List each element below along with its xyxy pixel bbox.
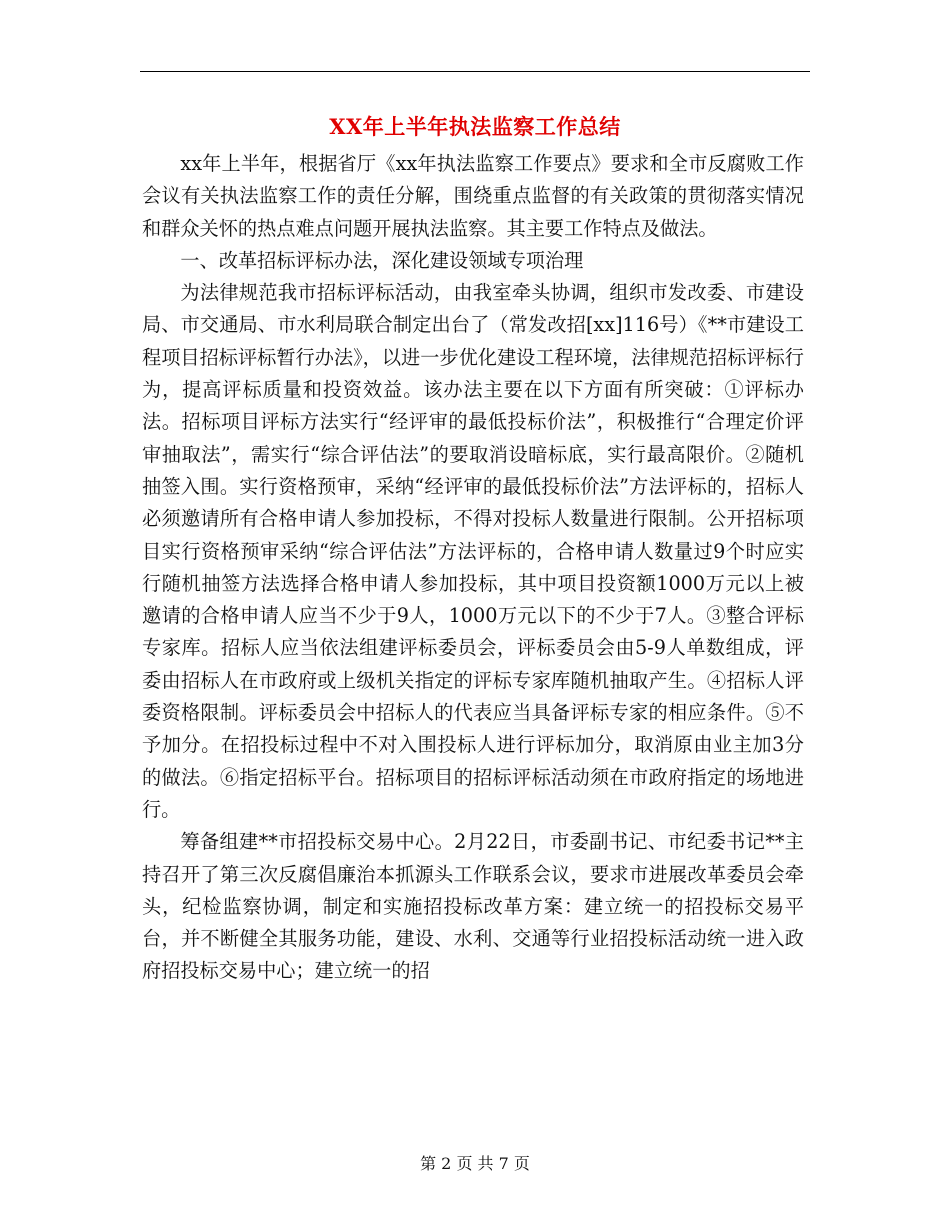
document-body: [142, 148, 804, 988]
intro-paragraph: xx年上半年，根据省厅《xx年执法监察工作要点》要求和全市反腐败工作会议有关执法监察工作的责任分解，围绕重点监督的有关政策的贯彻落实情况和群众关怀的热点难点问题开展执法监察。其主要工作特点及做法。: [142, 152, 804, 240]
body-paragraph: 为法律规范我市招标评标活动，由我室牵头协调，组织市发改委、市建设局、市交通局、市水利局联合制定出台了（常发改招[xx]116号）《**市建设工程项目招标评标暂行办法》，以进一步优化建设工程环境，法律规范招标评标行为，提高评标质量和投资效益。该办法主要在以下方面有所突破：①评标办法。招标项目评标方法实行“经评审的最低投标价法”，积极推行“合理定价评审抽取法”，需实行“综合评估法”的要取消设暗标底，实行最高限价。②随机抽签入围。实行资格预审，采纳“经评审的最低投标价法”方法评标的，招标人必须邀请所有合格申请人参加投标，不得对投标人数量进行限制。公开招标项目实行资格预审采纳“综合评估法”方法评标的，合格申请人数量过9个时应实行随机抽签方法选择合格申请人参加投标，其中项目投资额1000万元以上被邀请的合格申请人应当不少于9人，1000万元以下的不少于7人。③整合评标专家库。招标人应当依法组建评标委员会，评标委员会由5-9人单数组成，评委由招标人在市政府或上级机关指定的评标专家库随机抽取产生。④招标人评委资格限制。评标委员会中招标人的代表应当具备评标专家的相应条件。⑤不予加分。在招投标过程中不对入围投标人进行评标加分，取消原由业主加3分的做法。⑥指定招标平台。招标项目的招标评标活动须在市政府指定的场地进行。: [142, 281, 804, 821]
section-heading: 一、改革招标评标办法，深化建设领域专项治理: [180, 248, 584, 272]
header-rule: [140, 71, 810, 72]
body-paragraph: 筹备组建**市招投标交易中心。2月22日，市委副书记、市纪委书记**主持召开了第三次反腐倡廉治本抓源头工作联系会议，要求市进展改革委员会牵头，纪检监察协调，制定和实施招投标改革方案：建立统一的招投标交易平台，并不断健全其服务功能，建设、水利、交通等行业招投标活动统一进入政府招投标交易中心；建立统一的招: [142, 830, 804, 983]
document-title: XX年上半年执法监察工作总结: [329, 114, 621, 139]
page-number: 第 2 页 共 7 页: [420, 1154, 530, 1173]
